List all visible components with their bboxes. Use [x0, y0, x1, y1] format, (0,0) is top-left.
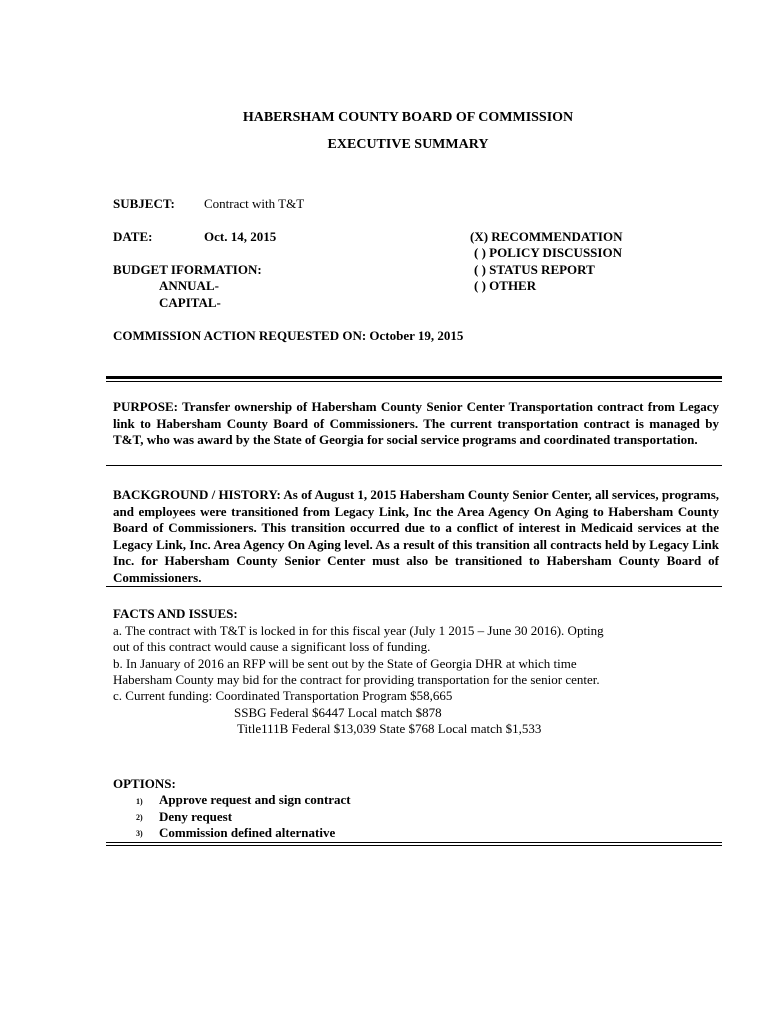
facts-line: b. In January of 2016 an RFP will be sent out by the State of Georgia DHR at which time [113, 656, 577, 671]
divider-rule [106, 586, 722, 587]
divider-rule [106, 381, 722, 382]
document-title: HABERSHAM COUNTY BOARD OF COMMISSION [242, 110, 574, 125]
facts-line: c. Current funding: Coordinated Transportation Program $58,665 [113, 688, 453, 703]
facts-line: out of this contract would cause a significant loss of funding. [113, 639, 431, 654]
checkbox-policy-discussion: ( ) POLICY DISCUSSION [474, 245, 622, 260]
option-item: Commission defined alternative [159, 825, 336, 840]
facts-line: SSBG Federal $6447 Local match $878 [234, 705, 442, 720]
capital-label: CAPITAL- [159, 295, 221, 310]
annual-label: ANNUAL- [159, 278, 219, 293]
option-number: 1) [136, 797, 143, 806]
document-subtitle: EXECUTIVE SUMMARY [327, 137, 489, 152]
divider-rule [106, 845, 722, 846]
facts-line: a. The contract with T&T is locked in for this fiscal year (July 1 2015 – June 30 2016). Opting [113, 623, 604, 638]
divider-rule [106, 842, 722, 843]
option-item: Approve request and sign contract [159, 792, 351, 807]
facts-line: Habersham County may bid for the contract for providing transportation for the senior center. [113, 672, 600, 687]
subject-label: SUBJECT: [113, 196, 175, 211]
budget-label: BUDGET IFORMATION: [113, 262, 262, 277]
subject-value: Contract with T&T [204, 196, 305, 211]
checkbox-status-report: ( ) STATUS REPORT [474, 262, 595, 277]
divider-rule [106, 465, 722, 466]
purpose-paragraph: PURPOSE: Transfer ownership of Habersham County Senior Center Transportation contract from Legacy link to Habersham County Board of Commissioners. The current transportation contract is managed by T&T, who was award by the State of Georgia for social service programs and coordinated transportation. [113, 399, 719, 448]
option-number: 3) [136, 829, 143, 838]
divider-rule [106, 376, 722, 379]
action-requested: COMMISSION ACTION REQUESTED ON: October 19, 2015 [113, 328, 464, 343]
checkbox-other: ( ) OTHER [474, 278, 537, 293]
option-number: 2) [136, 813, 143, 822]
options-heading: OPTIONS: [113, 776, 176, 791]
facts-line: Title111B Federal $13,039 State $768 Local match $1,533 [237, 721, 542, 736]
date-value: Oct. 14, 2015 [204, 229, 277, 244]
background-paragraph: BACKGROUND / HISTORY: As of August 1, 2015 Habersham County Senior Center, all services, programs, and employees were transitioned from Legacy Link, Inc the Area Agency On Aging to Habersham County Board of Commissioners. This transition occurred due to a conflict of interest in Medicaid services at the Legacy Link, Inc. Area Agency On Aging level. As a result of this transition all contracts held by Legacy Link Inc. for Habersham County Senior Center must also be transitioned to Habersham County Board of Commissioners. [113, 487, 720, 585]
checkbox-recommendation: (X) RECOMMENDATION [470, 229, 623, 244]
option-item: Deny request [159, 809, 233, 824]
date-label: DATE: [113, 229, 153, 244]
facts-heading: FACTS AND ISSUES: [113, 606, 238, 621]
